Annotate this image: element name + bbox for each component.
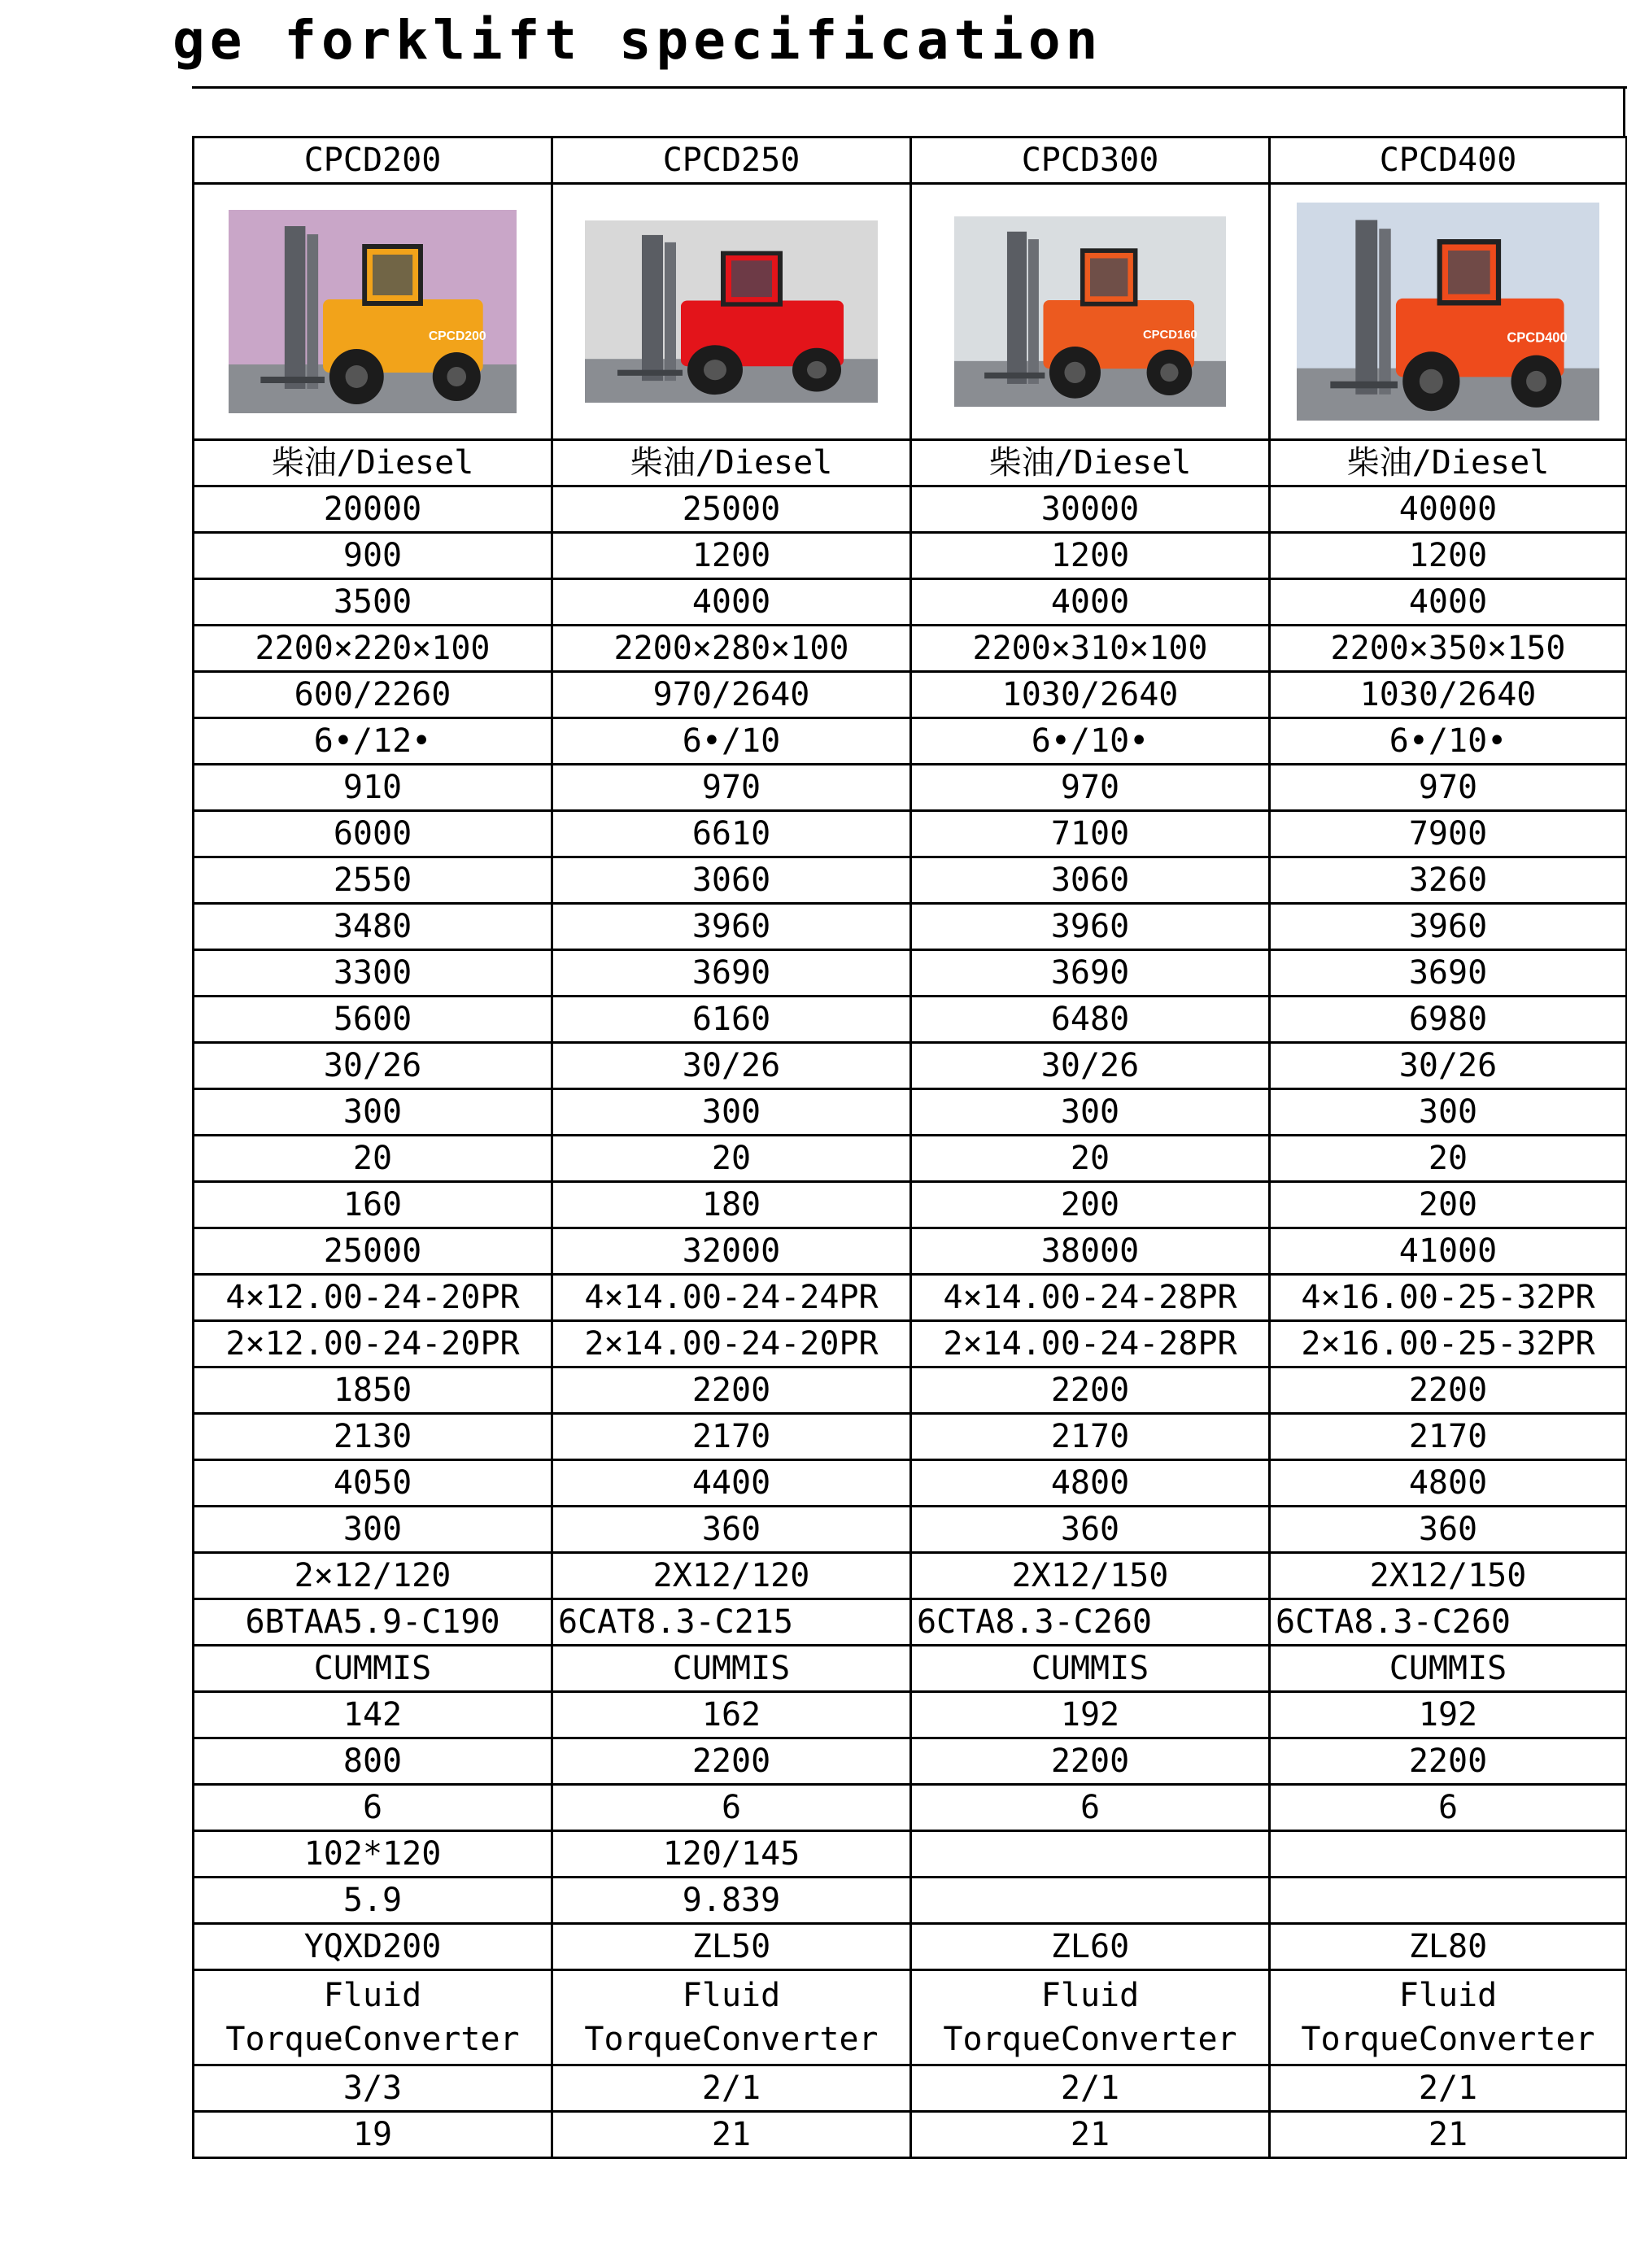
spec-cell: 2200 (552, 1367, 911, 1414)
spec-row (194, 1646, 1627, 1692)
spec-cell: 4800 (1270, 1460, 1627, 1507)
spec-cell: 200 (911, 1182, 1270, 1228)
spec-cell: CUMMIS (194, 1646, 552, 1692)
spec-cell: 192 (911, 1692, 1270, 1738)
spec-cell: 3260 (1270, 857, 1627, 904)
spec-cell: 2200×350×150 (1270, 626, 1627, 672)
spec-cell: 40000 (1270, 486, 1627, 533)
spec-cell: 30/26 (1270, 1043, 1627, 1089)
spec-cell: 300 (911, 1089, 1270, 1136)
spec-cell: 2/1 (911, 2065, 1270, 2112)
spec-cell: 3690 (1270, 950, 1627, 997)
spec-cell: 30/26 (552, 1043, 911, 1089)
spec-cell: CUMMIS (1270, 1646, 1627, 1692)
spec-cell: 600/2260 (194, 672, 552, 718)
spec-cell: 25000 (194, 1228, 552, 1275)
spec-cell: 30000 (911, 486, 1270, 533)
spec-cell: 6160 (552, 997, 911, 1043)
spec-cell: 6•/10 (552, 718, 911, 765)
spec-row (194, 1089, 1627, 1136)
spec-row (194, 1414, 1627, 1460)
spec-row (194, 1043, 1627, 1089)
spec-cell (1270, 1878, 1627, 1924)
spec-row (194, 1692, 1627, 1738)
spec-row (194, 1738, 1627, 1785)
spec-cell: 41000 (1270, 1228, 1627, 1275)
spec-row (194, 579, 1627, 626)
spec-cell: 970 (911, 765, 1270, 811)
spec-row (194, 672, 1627, 718)
spec-cell: 1030/2640 (1270, 672, 1627, 718)
spec-cell: 192 (1270, 1692, 1627, 1738)
spec-cell: 6CTA8.3-C260 (911, 1599, 1270, 1646)
forklift-photo (954, 216, 1226, 407)
spec-cell: 5600 (194, 997, 552, 1043)
spec-cell: 20 (194, 1136, 552, 1182)
forklift-illustration (585, 220, 878, 403)
spec-cell: 6 (552, 1785, 911, 1831)
spec-row (194, 1553, 1627, 1599)
spec-cell: 910 (194, 765, 552, 811)
model-name: CPCD300 (911, 137, 1270, 184)
model-name: CPCD250 (552, 137, 911, 184)
spec-cell: 4050 (194, 1460, 552, 1507)
spec-row (194, 1182, 1627, 1228)
spec-cell: 38000 (911, 1228, 1270, 1275)
spec-cell: Fluid TorqueConverter (911, 1970, 1270, 2065)
photo-caption: CPCD200 (428, 329, 486, 344)
spec-cell: 3960 (552, 904, 911, 950)
spec-row (194, 626, 1627, 672)
spec-row (194, 765, 1627, 811)
spec-cell: 2X12/150 (911, 1553, 1270, 1599)
spec-cell: 200 (1270, 1182, 1627, 1228)
spec-cell: 300 (194, 1507, 552, 1553)
spec-cell: Fluid TorqueConverter (1270, 1970, 1627, 2065)
spec-cell: Fluid TorqueConverter (194, 1970, 552, 2065)
spec-cell: 2×14.00-24-28PR (911, 1321, 1270, 1367)
spec-table (192, 136, 1627, 2159)
spec-cell: Fluid TorqueConverter (552, 1970, 911, 2065)
spec-cell: 2200 (911, 1738, 1270, 1785)
spec-row (194, 1228, 1627, 1275)
forklift-photo (229, 210, 517, 413)
spec-cell: 800 (194, 1738, 552, 1785)
spec-cell: CUMMIS (911, 1646, 1270, 1692)
spec-cell: 30/26 (194, 1043, 552, 1089)
forklift-illustration (954, 216, 1226, 407)
spec-row (194, 1924, 1627, 1970)
page-title: ge forklift specification (172, 9, 1103, 72)
spec-row (194, 1367, 1627, 1414)
spec-cell: 2×14.00-24-20PR (552, 1321, 911, 1367)
spec-cell: 970/2640 (552, 672, 911, 718)
spec-cell: 2200 (911, 1367, 1270, 1414)
spec-cell: 6CAT8.3-C215 (552, 1599, 911, 1646)
forklift-photo (585, 220, 878, 403)
photo-cell (552, 184, 911, 440)
spec-cell: 3480 (194, 904, 552, 950)
spec-row (194, 1878, 1627, 1924)
spec-row (194, 2112, 1627, 2158)
spec-cell: 3060 (911, 857, 1270, 904)
spec-cell: 30/26 (911, 1043, 1270, 1089)
spec-cell: 3500 (194, 579, 552, 626)
spec-cell: 2130 (194, 1414, 552, 1460)
spec-cell: 20 (1270, 1136, 1627, 1182)
spec-cell: 21 (1270, 2112, 1627, 2158)
spec-cell: 7100 (911, 811, 1270, 857)
spec-cell: 2200 (1270, 1367, 1627, 1414)
spec-cell: ZL80 (1270, 1924, 1627, 1970)
spec-cell: 6 (911, 1785, 1270, 1831)
spec-row (194, 2065, 1627, 2112)
spec-cell: ZL50 (552, 1924, 911, 1970)
spec-cell: 3/3 (194, 2065, 552, 2112)
spec-row (194, 1460, 1627, 1507)
spec-row (194, 811, 1627, 857)
photo-caption: CPCD400 (1507, 329, 1568, 346)
model-header-row (194, 137, 1627, 184)
spec-cell: 6BTAA5.9-C190 (194, 1599, 552, 1646)
spec-cell: 19 (194, 2112, 552, 2158)
spec-cell: 21 (552, 2112, 911, 2158)
spec-cell: 2200×280×100 (552, 626, 911, 672)
spec-cell: 2200 (552, 1738, 911, 1785)
spec-row (194, 1785, 1627, 1831)
spec-cell: 4400 (552, 1460, 911, 1507)
spec-cell: 2X12/120 (552, 1553, 911, 1599)
spec-cell: 4×16.00-25-32PR (1270, 1275, 1627, 1321)
spec-cell: 4000 (1270, 579, 1627, 626)
spec-cell: 2×12.00-24-20PR (194, 1321, 552, 1367)
spec-cell: 120/145 (552, 1831, 911, 1878)
spec-cell: 1200 (911, 533, 1270, 579)
spec-cell: 6•/10• (911, 718, 1270, 765)
title-rule (192, 86, 1627, 89)
photo-cell (194, 184, 552, 440)
spec-row (194, 1599, 1627, 1646)
spec-cell: 4000 (552, 579, 911, 626)
forklift-photo (1297, 203, 1599, 421)
spec-cell: 3960 (911, 904, 1270, 950)
spec-row (194, 1136, 1627, 1182)
spec-cell: 3690 (911, 950, 1270, 997)
spec-cell: 3960 (1270, 904, 1627, 950)
spec-cell: 3060 (552, 857, 911, 904)
spec-row (194, 997, 1627, 1043)
spec-row (194, 1970, 1627, 2065)
spec-cell: 6980 (1270, 997, 1627, 1043)
spec-cell: YQXD200 (194, 1924, 552, 1970)
spec-cell: 7900 (1270, 811, 1627, 857)
spec-row (194, 1275, 1627, 1321)
spec-cell: 102*120 (194, 1831, 552, 1878)
spec-cell: 300 (1270, 1089, 1627, 1136)
spec-cell: 21 (911, 2112, 1270, 2158)
spec-cell: 5.9 (194, 1878, 552, 1924)
spec-cell: 180 (552, 1182, 911, 1228)
spec-cell (1270, 1831, 1627, 1878)
spec-cell: 900 (194, 533, 552, 579)
spec-cell: 1850 (194, 1367, 552, 1414)
spec-cell: 6 (1270, 1785, 1627, 1831)
spec-cell: 4×14.00-24-28PR (911, 1275, 1270, 1321)
spec-row (194, 1321, 1627, 1367)
spec-cell: 1030/2640 (911, 672, 1270, 718)
frame-edge (1623, 86, 1625, 138)
photo-row (194, 184, 1627, 440)
spec-cell: 32000 (552, 1228, 911, 1275)
spec-cell: 2/1 (1270, 2065, 1627, 2112)
spec-cell: 柴油/Diesel (194, 440, 552, 486)
spec-cell: 300 (194, 1089, 552, 1136)
spec-cell: ZL60 (911, 1924, 1270, 1970)
photo-caption: CPCD160 (1142, 328, 1197, 342)
spec-row (194, 486, 1627, 533)
spec-cell: CUMMIS (552, 1646, 911, 1692)
spec-cell: 2/1 (552, 2065, 911, 2112)
spec-cell: 6CTA8.3-C260 (1270, 1599, 1627, 1646)
spec-row (194, 718, 1627, 765)
spec-cell: 970 (1270, 765, 1627, 811)
spec-cell: 柴油/Diesel (1270, 440, 1627, 486)
photo-cell (911, 184, 1270, 440)
spec-cell: 2×16.00-25-32PR (1270, 1321, 1627, 1367)
spec-row (194, 950, 1627, 997)
spec-cell: 6 (194, 1785, 552, 1831)
spec-row (194, 1831, 1627, 1878)
spec-cell: 2200 (1270, 1738, 1627, 1785)
spec-cell: 2200×220×100 (194, 626, 552, 672)
spec-cell: 360 (911, 1507, 1270, 1553)
spec-cell: 4800 (911, 1460, 1270, 1507)
spec-row (194, 904, 1627, 950)
forklift-illustration (1297, 203, 1599, 421)
spec-cell: 6000 (194, 811, 552, 857)
spec-row (194, 440, 1627, 486)
spec-cell: 2170 (1270, 1414, 1627, 1460)
spec-cell (911, 1878, 1270, 1924)
spec-cell: 2170 (911, 1414, 1270, 1460)
model-name: CPCD200 (194, 137, 552, 184)
spec-cell: 1200 (1270, 533, 1627, 579)
spec-cell: 2550 (194, 857, 552, 904)
spec-cell: 2170 (552, 1414, 911, 1460)
spec-cell: 2×12/120 (194, 1553, 552, 1599)
spec-cell: 142 (194, 1692, 552, 1738)
spec-cell: 162 (552, 1692, 911, 1738)
spec-cell: 6•/12• (194, 718, 552, 765)
forklift-illustration (229, 210, 517, 413)
spec-cell: 20000 (194, 486, 552, 533)
spec-cell: 4000 (911, 579, 1270, 626)
spec-cell: 300 (552, 1089, 911, 1136)
spec-cell (911, 1831, 1270, 1878)
photo-cell (1270, 184, 1627, 440)
spec-cell: 柴油/Diesel (911, 440, 1270, 486)
spec-cell: 20 (552, 1136, 911, 1182)
spec-cell: 6•/10• (1270, 718, 1627, 765)
spec-cell: 2X12/150 (1270, 1553, 1627, 1599)
spec-cell: 20 (911, 1136, 1270, 1182)
spec-cell: 4×14.00-24-24PR (552, 1275, 911, 1321)
spec-cell: 360 (552, 1507, 911, 1553)
spec-cell: 4×12.00-24-20PR (194, 1275, 552, 1321)
spec-cell: 6480 (911, 997, 1270, 1043)
spec-cell: 3690 (552, 950, 911, 997)
spec-row (194, 1507, 1627, 1553)
spec-cell: 柴油/Diesel (552, 440, 911, 486)
spec-cell: 6610 (552, 811, 911, 857)
model-name: CPCD400 (1270, 137, 1627, 184)
spec-cell: 3300 (194, 950, 552, 997)
spec-cell: 360 (1270, 1507, 1627, 1553)
spec-cell: 9.839 (552, 1878, 911, 1924)
spec-row (194, 857, 1627, 904)
spec-cell: 970 (552, 765, 911, 811)
spec-cell: 25000 (552, 486, 911, 533)
spec-cell: 160 (194, 1182, 552, 1228)
spec-row (194, 533, 1627, 579)
spec-cell: 1200 (552, 533, 911, 579)
spec-cell: 2200×310×100 (911, 626, 1270, 672)
